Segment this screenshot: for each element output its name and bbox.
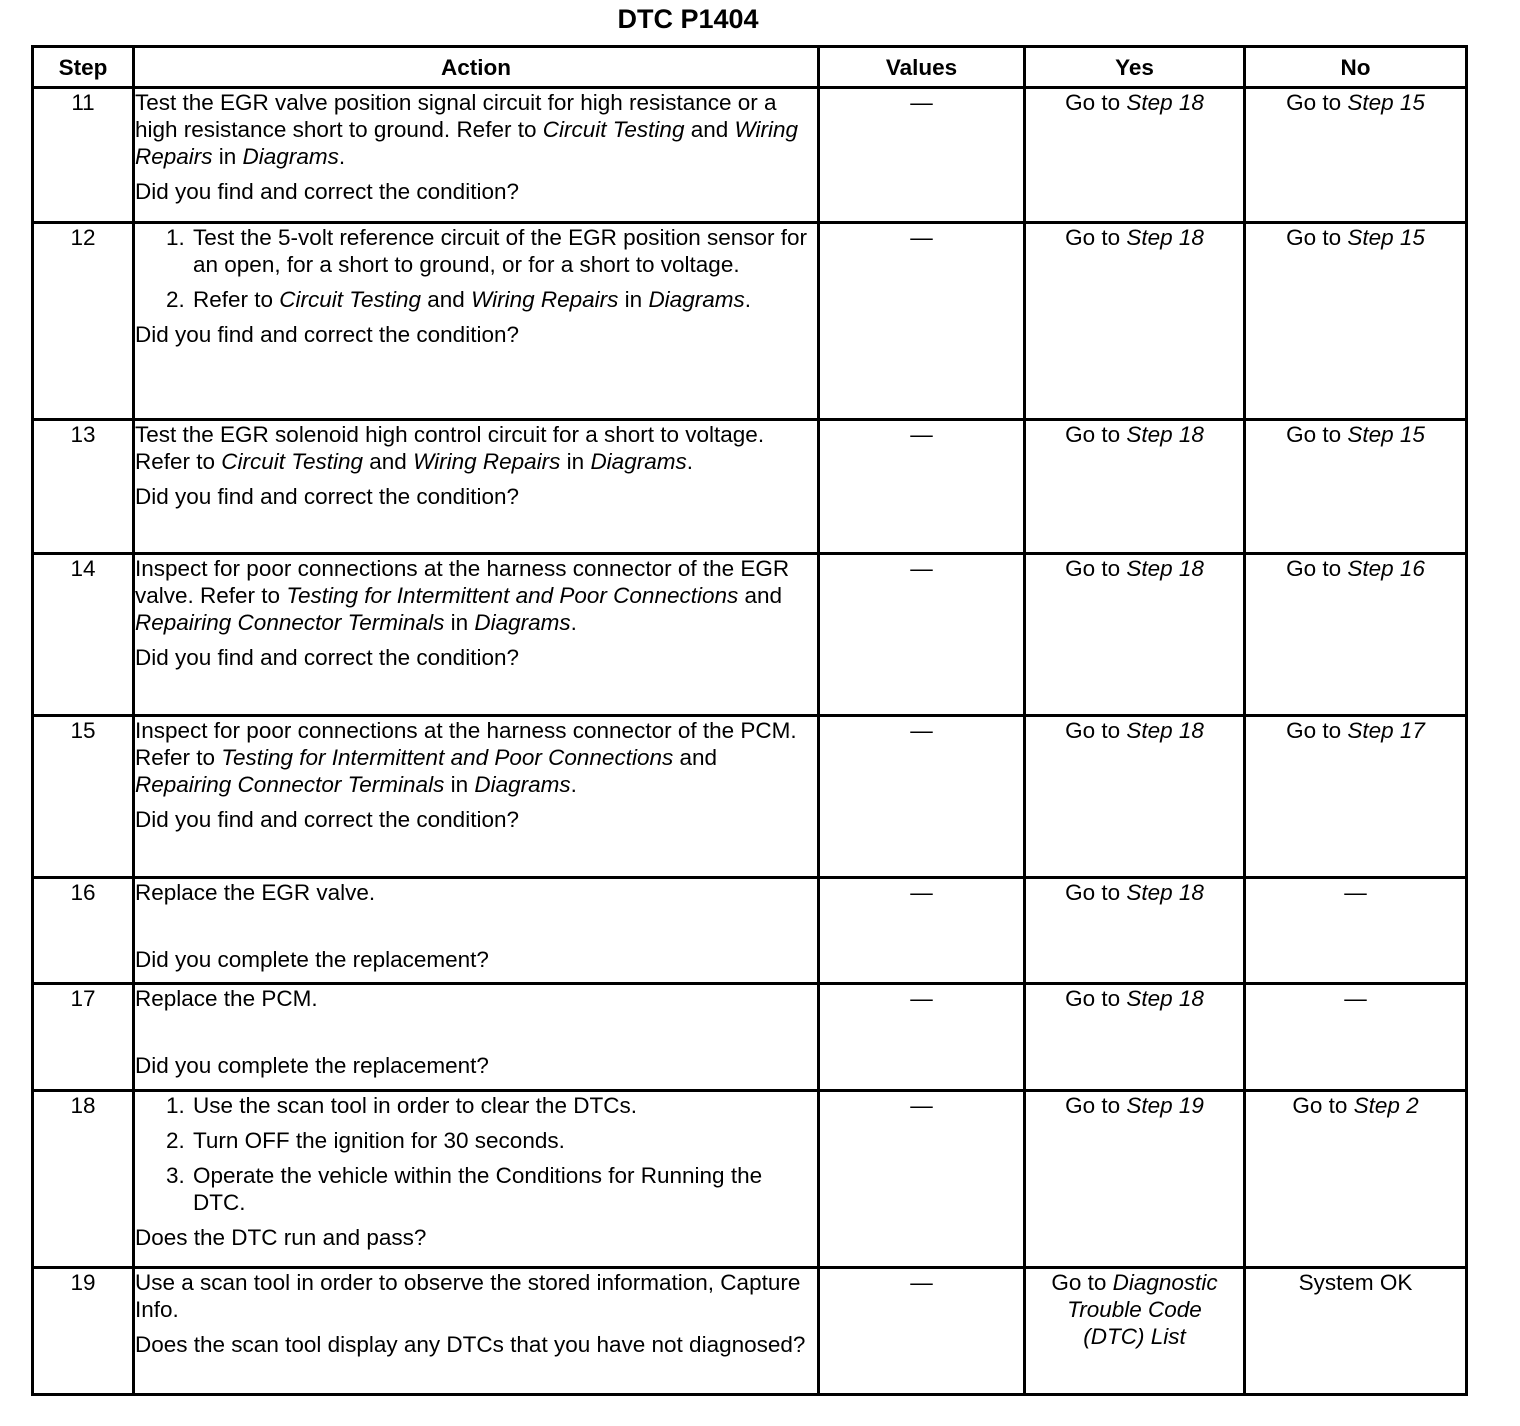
table-row: [33, 88, 1467, 223]
reference-text: Repairing Connector Terminals: [135, 610, 445, 635]
yes-cell: [1025, 1091, 1245, 1268]
text-run: and: [684, 117, 735, 142]
action-cell: [134, 1268, 819, 1395]
reference-text: Wiring Repairs: [471, 287, 619, 312]
yes-cell: [1025, 984, 1245, 1091]
action-question: Does the scan tool display any DTCs that you have not diagnosed?: [135, 1332, 806, 1357]
no-cell: [1245, 716, 1467, 878]
step-number: 14: [33, 554, 134, 716]
action-instruction: [135, 555, 817, 636]
text-run: in: [444, 772, 475, 797]
reference-text: Step 19: [1126, 1093, 1204, 1118]
list-item: [191, 1127, 817, 1154]
text-run: Replace the PCM.: [135, 986, 318, 1011]
no-cell: [1245, 1091, 1467, 1268]
reference-text: Circuit Testing: [279, 287, 422, 312]
yes-cell: [1025, 554, 1245, 716]
reference-text: Testing for Intermittent and Poor Connections: [286, 583, 739, 608]
reference-text: Step 15: [1347, 225, 1425, 250]
action-cell: [134, 420, 819, 554]
yes-cell: [1025, 420, 1245, 554]
values-cell: —: [819, 420, 1025, 554]
reference-text: Repairing Connector Terminals: [135, 772, 445, 797]
reference-text: Circuit Testing: [542, 117, 685, 142]
action-question: Does the DTC run and pass?: [135, 1225, 427, 1250]
reference-text: Wiring Repairs: [413, 449, 561, 474]
text-run: Go to: [1065, 1093, 1127, 1118]
header-values: Values: [819, 47, 1025, 88]
yes-cell: [1025, 878, 1245, 984]
text-run: in: [618, 287, 649, 312]
reference-text: Step 15: [1347, 422, 1425, 447]
action-cell: [134, 223, 819, 420]
table-row: [33, 223, 1467, 420]
action-instruction: [135, 421, 817, 475]
table-row: [33, 984, 1467, 1091]
text-run: Use a scan tool in order to observe the stored information, Capture Info.: [135, 1270, 801, 1322]
action-question: Did you find and correct the condition?: [135, 322, 519, 347]
action-question: Did you find and correct the condition?: [135, 179, 519, 204]
text-run: Go to: [1286, 718, 1348, 743]
text-run: .: [338, 144, 346, 169]
action-question: Did you find and correct the condition?: [135, 807, 519, 832]
text-run: Go to: [1065, 422, 1127, 447]
text-run: Go to: [1286, 422, 1348, 447]
reference-text: Step 18: [1126, 718, 1204, 743]
header-yes: Yes: [1025, 47, 1245, 88]
values-cell: —: [819, 716, 1025, 878]
step-number: 11: [33, 88, 134, 223]
reference-text: Diagrams: [242, 144, 339, 169]
values-cell: —: [819, 223, 1025, 420]
yes-cell: [1025, 716, 1245, 878]
reference-text: Step 18: [1126, 880, 1204, 905]
table-row: [33, 420, 1467, 554]
table-row: [33, 1091, 1467, 1268]
table-header-row: [33, 47, 1467, 88]
reference-text: Testing for Intermittent and Poor Connections: [221, 745, 674, 770]
action-cell: [134, 716, 819, 878]
list-item: [191, 224, 817, 278]
header-no: No: [1245, 47, 1467, 88]
no-cell: [1245, 223, 1467, 420]
action-question: Did you find and correct the condition?: [135, 484, 519, 509]
action-question: Did you find and correct the condition?: [135, 645, 519, 670]
step-number: 18: [33, 1091, 134, 1268]
values-cell: —: [819, 1091, 1025, 1268]
step-number: 19: [33, 1268, 134, 1395]
text-run: and: [738, 583, 783, 608]
list-item: [191, 286, 817, 313]
text-run: .: [744, 287, 751, 312]
reference-text: Diagrams: [648, 287, 745, 312]
reference-text: Diagrams: [474, 772, 571, 797]
step-number: 12: [33, 223, 134, 420]
table-row: [33, 1268, 1467, 1395]
text-run: in: [560, 449, 591, 474]
step-number: 13: [33, 420, 134, 554]
action-list: [135, 224, 817, 313]
text-run: Go to: [1065, 986, 1127, 1011]
no-cell: [1245, 1268, 1467, 1395]
values-cell: —: [819, 984, 1025, 1091]
action-cell: [134, 878, 819, 984]
text-run: Test the 5-volt reference circuit of the EGR position sensor for an open, for a short to ground, or for a short to voltage.: [193, 225, 808, 277]
action-instruction: [135, 879, 817, 906]
spacer: [135, 1012, 817, 1044]
text-run: Test the EGR solenoid high control circuit for a short to voltage. Refer to: [135, 422, 765, 474]
action-cell: [134, 1091, 819, 1268]
action-cell: [134, 88, 819, 223]
text-run: Go to: [1065, 556, 1127, 581]
spacer: [135, 906, 817, 938]
text-run: Go to: [1065, 718, 1127, 743]
yes-cell: [1025, 1268, 1245, 1395]
text-run: Go to: [1286, 90, 1348, 115]
text-run: Test the EGR valve position signal circuit for high resistance or a high resistance short to ground. Refer to: [135, 90, 777, 142]
text-run: Go to: [1065, 880, 1127, 905]
text-run: Go to: [1286, 225, 1348, 250]
text-run: Inspect for poor connections at the harness connector of the PCM. Refer to: [135, 718, 797, 770]
action-instruction: [135, 89, 817, 170]
text-run: Inspect for poor connections at the harness connector of the EGR valve. Refer to: [135, 556, 790, 608]
text-run: in: [212, 144, 243, 169]
reference-text: Wiring Repairs: [135, 117, 799, 169]
text-run: in: [444, 610, 475, 635]
no-cell: [1245, 88, 1467, 223]
reference-text: Step 2: [1353, 1093, 1419, 1118]
reference-text: Step 18: [1126, 556, 1204, 581]
values-cell: —: [819, 1268, 1025, 1395]
list-item: [191, 1162, 817, 1216]
reference-text: Diagnostic Trouble Code (DTC) List: [1067, 1270, 1218, 1349]
action-cell: [134, 984, 819, 1091]
table-row: [33, 878, 1467, 984]
reference-text: Circuit Testing: [221, 449, 364, 474]
action-cell: [134, 554, 819, 716]
text-run: Go to: [1065, 90, 1127, 115]
reference-text: Step 15: [1347, 90, 1425, 115]
reference-text: Step 18: [1126, 90, 1204, 115]
text-run: .: [686, 449, 693, 474]
no-cell: —: [1245, 984, 1467, 1091]
text-run: Go to: [1065, 225, 1127, 250]
header-step: Step: [33, 47, 134, 88]
no-cell: [1245, 554, 1467, 716]
table-row: [33, 716, 1467, 878]
action-instruction: [135, 717, 817, 798]
reference-text: Step 18: [1126, 422, 1204, 447]
text-run: and: [673, 745, 718, 770]
text-run: Use the scan tool in order to clear the DTCs.: [193, 1093, 637, 1118]
table-body: [33, 88, 1467, 1395]
table-row: [33, 554, 1467, 716]
reference-text: Step 16: [1347, 556, 1425, 581]
list-item: [191, 1092, 817, 1119]
step-number: 15: [33, 716, 134, 878]
step-number: 17: [33, 984, 134, 1091]
text-run: Refer to: [193, 287, 280, 312]
reference-text: Diagrams: [474, 610, 571, 635]
action-question: Did you complete the replacement?: [135, 947, 489, 972]
action-question: Did you complete the replacement?: [135, 1053, 489, 1078]
values-cell: —: [819, 878, 1025, 984]
dtc-table: [31, 45, 1468, 1396]
action-instruction: [135, 985, 817, 1012]
action-list: [135, 1092, 817, 1216]
reference-text: Step 18: [1126, 986, 1204, 1011]
reference-text: Diagrams: [590, 449, 687, 474]
text-run: and: [421, 287, 472, 312]
yes-cell: [1025, 88, 1245, 223]
values-cell: —: [819, 554, 1025, 716]
yes-cell: [1025, 223, 1245, 420]
values-cell: —: [819, 88, 1025, 223]
reference-text: Step 17: [1347, 718, 1425, 743]
text-run: Go to: [1286, 556, 1348, 581]
text-run: and: [363, 449, 414, 474]
header-action: Action: [134, 47, 819, 88]
page-title: DTC P1404: [617, 4, 759, 34]
no-cell: [1245, 420, 1467, 554]
text-run: Replace the EGR valve.: [135, 880, 376, 905]
text-run: System OK: [1298, 1270, 1413, 1295]
text-run: Go to: [1051, 1270, 1113, 1295]
text-run: .: [570, 772, 577, 797]
reference-text: Step 18: [1126, 225, 1204, 250]
no-cell: —: [1245, 878, 1467, 984]
text-run: .: [570, 610, 577, 635]
step-number: 16: [33, 878, 134, 984]
text-run: Turn OFF the ignition for 30 seconds.: [193, 1128, 565, 1153]
action-instruction: [135, 1269, 817, 1323]
text-run: Go to: [1292, 1093, 1354, 1118]
text-run: Operate the vehicle within the Conditions for Running the DTC.: [193, 1163, 763, 1215]
